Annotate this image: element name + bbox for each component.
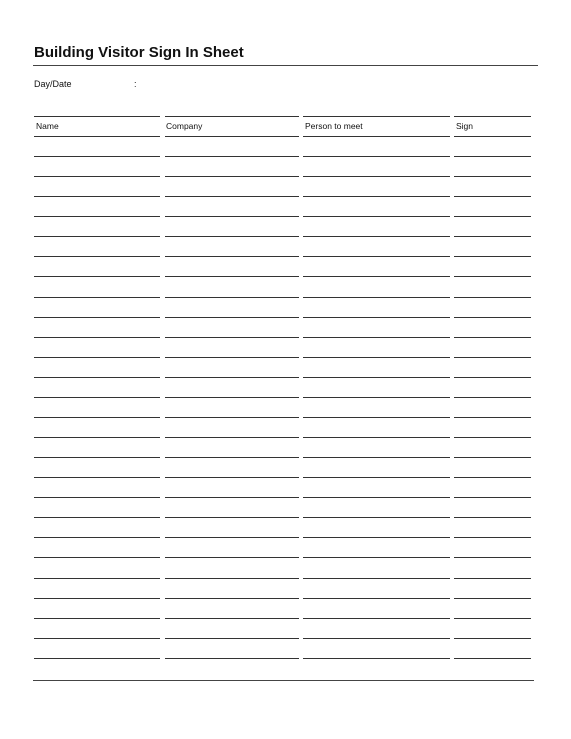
column-header-rule-sign	[454, 116, 531, 117]
write-line-person[interactable]	[303, 196, 450, 197]
write-line-name[interactable]	[34, 276, 160, 277]
write-line-name[interactable]	[34, 136, 160, 137]
table-bottom-rule	[33, 680, 534, 681]
write-line-company[interactable]	[165, 658, 299, 659]
write-line-name[interactable]	[34, 618, 160, 619]
write-line-person[interactable]	[303, 176, 450, 177]
write-line-company[interactable]	[165, 196, 299, 197]
write-line-person[interactable]	[303, 598, 450, 599]
write-line-sign[interactable]	[454, 638, 531, 639]
write-line-name[interactable]	[34, 557, 160, 558]
write-line-company[interactable]	[165, 236, 299, 237]
write-line-person[interactable]	[303, 638, 450, 639]
column-header-rule-company	[165, 116, 299, 117]
write-line-name[interactable]	[34, 216, 160, 217]
write-line-name[interactable]	[34, 437, 160, 438]
date-label: Day/Date	[34, 79, 72, 89]
column-header-person: Person to meet	[305, 121, 363, 131]
column-header-rule-name	[34, 116, 160, 117]
write-line-name[interactable]	[34, 317, 160, 318]
write-line-name[interactable]	[34, 497, 160, 498]
write-line-company[interactable]	[165, 276, 299, 277]
write-line-company[interactable]	[165, 317, 299, 318]
write-line-person[interactable]	[303, 437, 450, 438]
write-line-company[interactable]	[165, 216, 299, 217]
write-line-name[interactable]	[34, 397, 160, 398]
write-line-person[interactable]	[303, 216, 450, 217]
write-line-sign[interactable]	[454, 598, 531, 599]
write-line-person[interactable]	[303, 397, 450, 398]
write-line-sign[interactable]	[454, 497, 531, 498]
write-line-name[interactable]	[34, 256, 160, 257]
write-line-company[interactable]	[165, 297, 299, 298]
write-line-name[interactable]	[34, 658, 160, 659]
title-divider	[33, 65, 538, 66]
write-line-person[interactable]	[303, 578, 450, 579]
write-line-sign[interactable]	[454, 437, 531, 438]
write-line-sign[interactable]	[454, 216, 531, 217]
write-line-company[interactable]	[165, 598, 299, 599]
write-line-person[interactable]	[303, 618, 450, 619]
write-line-sign[interactable]	[454, 457, 531, 458]
write-line-sign[interactable]	[454, 557, 531, 558]
write-line-company[interactable]	[165, 618, 299, 619]
write-line-person[interactable]	[303, 457, 450, 458]
write-line-company[interactable]	[165, 517, 299, 518]
write-line-name[interactable]	[34, 578, 160, 579]
write-line-name[interactable]	[34, 236, 160, 237]
write-line-sign[interactable]	[454, 377, 531, 378]
write-line-sign[interactable]	[454, 397, 531, 398]
write-line-person[interactable]	[303, 497, 450, 498]
column-header-sign: Sign	[456, 121, 474, 131]
write-line-name[interactable]	[34, 517, 160, 518]
write-line-company[interactable]	[165, 256, 299, 257]
write-line-sign[interactable]	[454, 156, 531, 157]
write-line-sign[interactable]	[454, 276, 531, 277]
write-line-sign[interactable]	[454, 256, 531, 257]
write-line-person[interactable]	[303, 297, 450, 298]
write-line-sign[interactable]	[454, 658, 531, 659]
write-line-person[interactable]	[303, 337, 450, 338]
write-line-name[interactable]	[34, 337, 160, 338]
page-title: Building Visitor Sign In Sheet	[34, 44, 244, 61]
write-line-name[interactable]	[34, 477, 160, 478]
write-line-company[interactable]	[165, 156, 299, 157]
write-line-company[interactable]	[165, 357, 299, 358]
write-line-person[interactable]	[303, 377, 450, 378]
write-line-person[interactable]	[303, 557, 450, 558]
write-line-company[interactable]	[165, 176, 299, 177]
write-line-person[interactable]	[303, 417, 450, 418]
write-line-person[interactable]	[303, 658, 450, 659]
write-line-company[interactable]	[165, 638, 299, 639]
write-line-person[interactable]	[303, 236, 450, 237]
write-line-sign[interactable]	[454, 136, 531, 137]
column-header-rule-person	[303, 116, 450, 117]
write-line-name[interactable]	[34, 537, 160, 538]
write-line-company[interactable]	[165, 417, 299, 418]
write-line-company[interactable]	[165, 437, 299, 438]
write-line-sign[interactable]	[454, 176, 531, 177]
write-line-sign[interactable]	[454, 297, 531, 298]
write-line-name[interactable]	[34, 196, 160, 197]
write-line-person[interactable]	[303, 136, 450, 137]
column-header-name: Name	[36, 121, 59, 131]
write-line-sign[interactable]	[454, 236, 531, 237]
write-line-company[interactable]	[165, 497, 299, 498]
write-line-company[interactable]	[165, 337, 299, 338]
write-line-company[interactable]	[165, 397, 299, 398]
write-line-sign[interactable]	[454, 537, 531, 538]
write-line-name[interactable]	[34, 176, 160, 177]
write-line-sign[interactable]	[454, 337, 531, 338]
write-line-person[interactable]	[303, 317, 450, 318]
write-line-company[interactable]	[165, 457, 299, 458]
write-line-company[interactable]	[165, 578, 299, 579]
write-line-company[interactable]	[165, 136, 299, 137]
write-line-sign[interactable]	[454, 417, 531, 418]
write-line-sign[interactable]	[454, 196, 531, 197]
write-line-name[interactable]	[34, 377, 160, 378]
write-line-person[interactable]	[303, 256, 450, 257]
write-line-sign[interactable]	[454, 477, 531, 478]
write-line-person[interactable]	[303, 276, 450, 277]
write-line-person[interactable]	[303, 537, 450, 538]
write-line-sign[interactable]	[454, 578, 531, 579]
write-line-sign[interactable]	[454, 618, 531, 619]
write-line-person[interactable]	[303, 156, 450, 157]
write-line-name[interactable]	[34, 598, 160, 599]
write-line-name[interactable]	[34, 357, 160, 358]
write-line-company[interactable]	[165, 377, 299, 378]
write-line-name[interactable]	[34, 638, 160, 639]
date-colon: :	[134, 79, 137, 89]
write-line-company[interactable]	[165, 537, 299, 538]
write-line-sign[interactable]	[454, 357, 531, 358]
write-line-person[interactable]	[303, 357, 450, 358]
write-line-name[interactable]	[34, 297, 160, 298]
write-line-person[interactable]	[303, 477, 450, 478]
write-line-sign[interactable]	[454, 317, 531, 318]
write-line-name[interactable]	[34, 457, 160, 458]
write-line-name[interactable]	[34, 417, 160, 418]
column-header-company: Company	[166, 121, 203, 131]
write-line-sign[interactable]	[454, 517, 531, 518]
write-line-company[interactable]	[165, 557, 299, 558]
write-line-name[interactable]	[34, 156, 160, 157]
write-line-company[interactable]	[165, 477, 299, 478]
write-line-person[interactable]	[303, 517, 450, 518]
